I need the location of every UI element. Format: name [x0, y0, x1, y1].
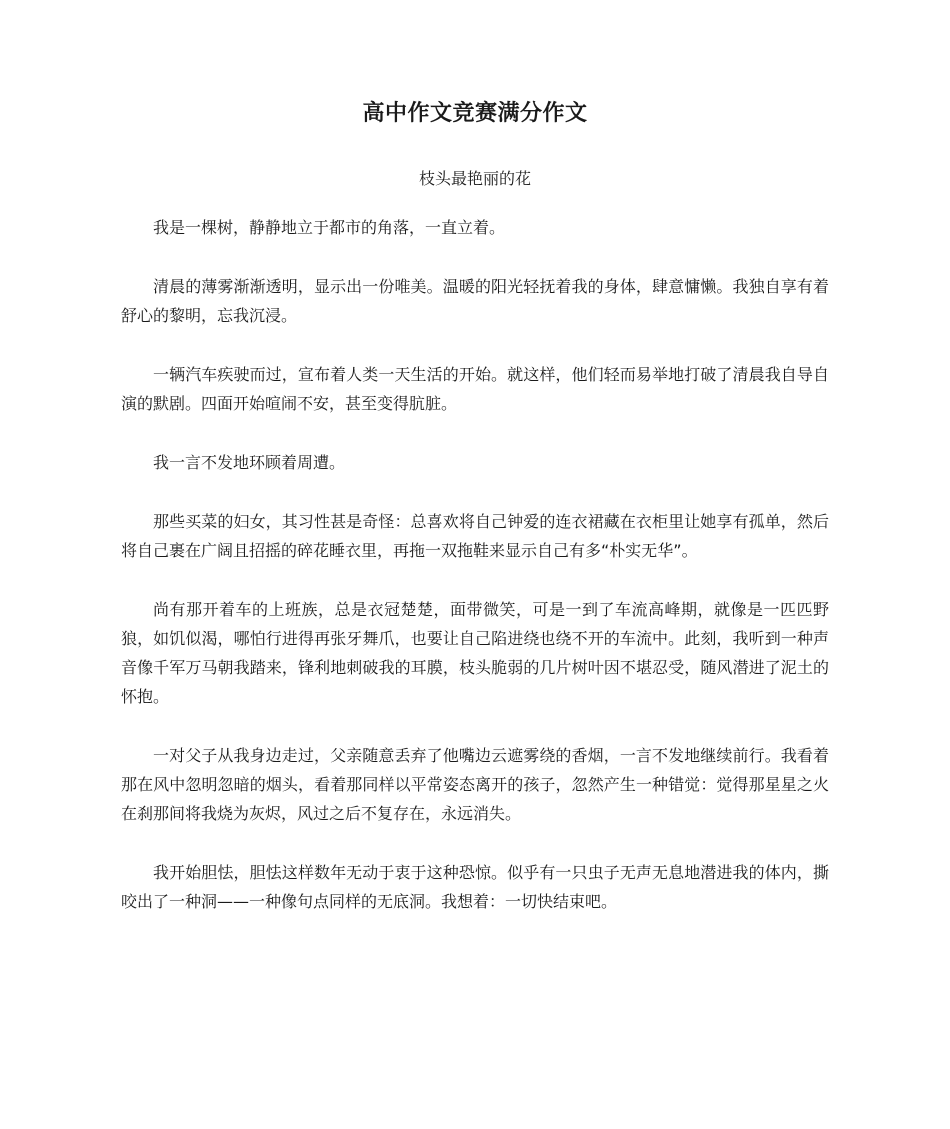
document-title: 高中作文竞赛满分作文: [362, 101, 588, 126]
essay-subtitle: 枝头最艳丽的花: [418, 169, 531, 188]
paragraph-6: 尚有那开着车的上班族，总是衣冠楚楚，面带微笑，可是一到了车流高峰期，就像是一匹匹野狼，如饥似渴，哪怕行进得再张牙舞爪，也要让自己陷进绕也绕不开的车流中。此刻，我听到一种声音像千军万马朝我踏来，锋利地刺破我的耳膜，枝头脆弱的几片树叶因不堪忍受，随风潜进了泥土的怀抱。: [121, 600, 829, 706]
essay-body: [121, 213, 829, 916]
paragraph-8: 我开始胆怯，胆怯这样数年无动于衷于这种恐惊。似乎有一只虫子无声无息地潜进我的体内，撕咬出了一种洞——一种像句点同样的无底洞。我想着：一切快结束吧。: [121, 863, 829, 911]
paragraph-3: 一辆汽车疾驶而过，宣布着人类一天生活的开始。就这样，他们轻而易举地打破了清晨我自导自演的默剧。四面开始喧闹不安，甚至变得肮脏。: [121, 365, 829, 413]
paragraph-7: 一对父子从我身边走过，父亲随意丢弃了他嘴边云遮雾绕的香烟，一言不发地继续前行。我看着那在风中忽明忽暗的烟头，看着那同样以平常姿态离开的孩子，忽然产生一种错觉：觉得那星星之火在刹那间将我烧为灰烬，风过之后不复存在，永远消失。: [121, 746, 829, 823]
paragraph-4: 我一言不发地环顾着周遭。: [153, 453, 346, 472]
paragraph-1: 我是一棵树，静静地立于都市的角落，一直立着。: [153, 218, 506, 237]
paragraph-2: 清晨的薄雾渐渐透明，显示出一份唯美。温暖的阳光轻抚着我的身体，肆意慵懒。我独自享有着舒心的黎明，忘我沉浸。: [121, 277, 829, 325]
paragraph-5: 那些买菜的妇女，其习性甚是奇怪：总喜欢将自己钟爱的连衣裙藏在衣柜里让她享有孤单，然后将自己裹在广阔且招摇的碎花睡衣里，再拖一双拖鞋来显示自己有多“朴实无华”。: [121, 512, 829, 560]
